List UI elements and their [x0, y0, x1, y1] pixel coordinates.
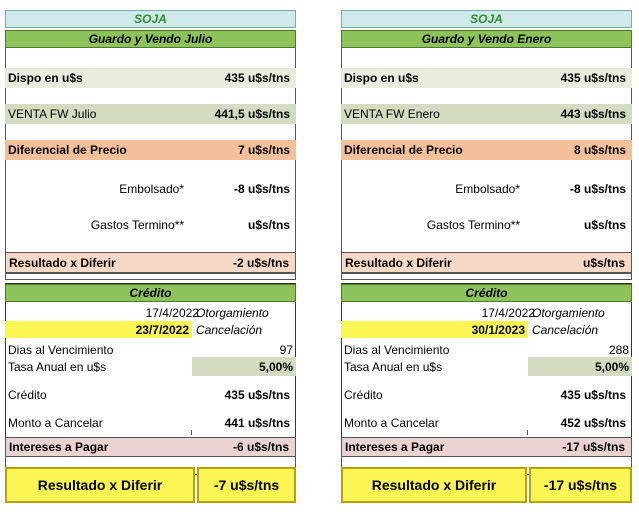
- diferencial-label: Diferencial de Precio: [344, 143, 463, 157]
- tasa-value: 5,00%: [594, 359, 629, 374]
- dispo-value: 435 u$s/tns: [560, 71, 626, 85]
- intereses-row: [5, 437, 296, 457]
- monto-value: 441 u$s/tns: [224, 416, 290, 430]
- tasa-row: [341, 357, 632, 376]
- diferencial-row: [341, 140, 632, 160]
- monto-label: Monto a Cancelar: [8, 416, 103, 430]
- diferencial-value: 8 u$s/tns: [573, 143, 626, 157]
- venta-row: [5, 104, 296, 124]
- diferencial-row: [5, 140, 296, 160]
- dispo-label: Dispo en u$s: [344, 71, 419, 85]
- credito-label: Crédito: [8, 388, 47, 402]
- otorgamiento-row: [341, 304, 632, 321]
- dispo-row: [341, 68, 632, 88]
- venta-value: 443 u$s/tns: [560, 107, 626, 121]
- otorgamiento-row: [5, 304, 296, 321]
- intereses-row: [341, 437, 632, 457]
- diferencial-label: Diferencial de Precio: [8, 143, 127, 157]
- intereses-label: Intereses a Pagar: [9, 440, 109, 454]
- final-resultado-label: Resultado x Diferir: [5, 467, 195, 503]
- resultado-value: -2 u$s/tns: [232, 255, 289, 270]
- gastos-row: [5, 215, 296, 235]
- final-resultado-label: Resultado x Diferir: [341, 467, 527, 503]
- cancelacion-row: [341, 321, 632, 338]
- embolsado-value: -8 u$s/tns: [233, 182, 290, 196]
- venta-label: VENTA FW Julio: [8, 107, 97, 121]
- dias-row: [5, 341, 296, 358]
- monto-value: 452 u$s/tns: [560, 416, 626, 430]
- cancelacion-date: 30/1/2023: [471, 322, 525, 337]
- monto-label: Monto a Cancelar: [344, 416, 439, 430]
- intereses-value: -17 u$s/tns: [562, 440, 625, 454]
- credito-row: [341, 385, 632, 405]
- dispo-label: Dispo en u$s: [8, 71, 83, 85]
- otorgamiento-date: 17/4/2022: [481, 305, 535, 320]
- intereses-value: -6 u$s/tns: [232, 440, 289, 454]
- cancelacion-row: [5, 321, 296, 338]
- final-resultado-value: -7 u$s/tns: [197, 467, 296, 503]
- final-resultado-value: -17 u$s/tns: [529, 467, 632, 503]
- cell-tick: [527, 430, 528, 435]
- otorgamiento-label: Otorgamiento: [196, 305, 269, 320]
- cancelacion-date: 23/7/2022: [135, 322, 189, 337]
- tasa-value: 5,00%: [258, 359, 293, 374]
- monto-row: [5, 413, 296, 433]
- embolsado-row: [341, 179, 632, 199]
- dias-value: 288: [608, 342, 629, 357]
- crop-header: SOJA: [341, 10, 632, 28]
- dias-label: Dias al Vencimiento: [8, 342, 114, 357]
- embolsado-label: Embolsado*: [119, 182, 184, 196]
- gastos-value: u$s/tns: [247, 218, 290, 232]
- embolsado-value: -8 u$s/tns: [569, 182, 626, 196]
- tasa-label: Tasa Anual en u$s: [344, 359, 443, 374]
- dispo-value: 435 u$s/tns: [224, 71, 290, 85]
- credito-label: Crédito: [344, 388, 383, 402]
- otorgamiento-label: Otorgamiento: [532, 305, 605, 320]
- intereses-label: Intereses a Pagar: [345, 440, 445, 454]
- credito-header: Crédito: [5, 284, 296, 302]
- spacer-row: [5, 273, 296, 280]
- panel-subtitle: Guardo y Vendo Julio: [5, 30, 296, 48]
- gastos-label: Gastos Termino**: [90, 218, 184, 232]
- dias-label: Dias al Vencimiento: [344, 342, 450, 357]
- cancelacion-label: Cancelación: [532, 322, 599, 337]
- embolsado-row: [5, 179, 296, 199]
- monto-row: [341, 413, 632, 433]
- gastos-value: u$s/tns: [583, 218, 626, 232]
- venta-label: VENTA FW Enero: [344, 107, 440, 121]
- gastos-row: [341, 215, 632, 235]
- spacer-row: [341, 273, 632, 280]
- otorgamiento-date: 17/4/2022: [145, 305, 199, 320]
- credito-value: 435 u$s/tns: [560, 388, 626, 402]
- dispo-row: [5, 68, 296, 88]
- cell-tick: [191, 430, 192, 435]
- panel-subtitle: Guardo y Vendo Enero: [341, 30, 632, 48]
- resultado-value: u$s/tns: [582, 255, 625, 270]
- resultado-row: [341, 252, 632, 273]
- tasa-row: [5, 357, 296, 376]
- credito-header: Crédito: [341, 284, 632, 302]
- tasa-label: Tasa Anual en u$s: [8, 359, 107, 374]
- credito-row: [5, 385, 296, 405]
- resultado-row: [5, 252, 296, 273]
- gastos-label: Gastos Termino**: [426, 218, 520, 232]
- dias-value: 97: [279, 342, 293, 357]
- cancelacion-label: Cancelación: [196, 322, 263, 337]
- venta-row: [341, 104, 632, 124]
- resultado-label: Resultado x Diferir: [345, 255, 452, 270]
- venta-value: 441,5 u$s/tns: [214, 107, 290, 121]
- crop-header: SOJA: [5, 10, 296, 28]
- resultado-label: Resultado x Diferir: [9, 255, 116, 270]
- dias-row: [341, 341, 632, 358]
- embolsado-label: Embolsado*: [455, 182, 520, 196]
- diferencial-value: 7 u$s/tns: [237, 143, 290, 157]
- credito-value: 435 u$s/tns: [224, 388, 290, 402]
